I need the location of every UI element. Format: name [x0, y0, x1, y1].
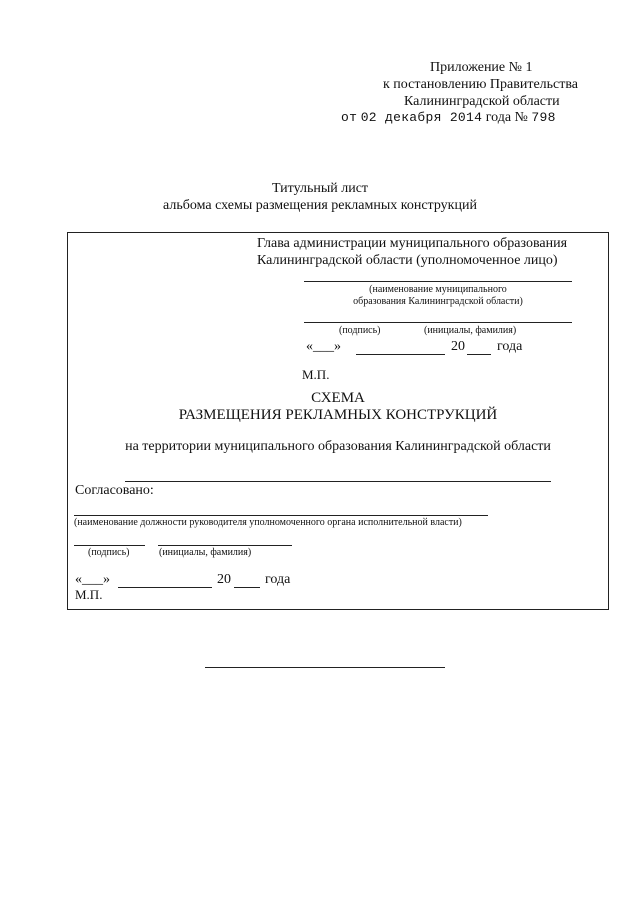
appendix-decree-ref: к постановлению Правительства [383, 77, 579, 92]
agreed-date-day: «___» [75, 572, 110, 587]
municipality-caption-1: (наименование муниципального [369, 284, 507, 295]
scheme-territory-line [125, 481, 551, 482]
agreed-label: Согласовано: [75, 483, 154, 498]
appendix-number: Приложение № 1 [430, 60, 533, 75]
agreed-date-year-prefix: 20 [217, 572, 231, 587]
approval-date-month-line [356, 354, 445, 355]
approval-date-year-suffix: года [497, 339, 523, 354]
approval-seal-label: М.П. [302, 367, 330, 382]
decree-number: 798 [531, 110, 556, 125]
closing-separator [205, 667, 445, 668]
decree-middle: года № [485, 110, 528, 125]
decree-prefix: от [341, 110, 358, 125]
approval-initials-caption: (инициалы, фамилия) [424, 325, 517, 336]
title-sheet: Титульный лист [271, 181, 369, 196]
title-album: альбома схемы размещения рекламных конструкций [163, 198, 477, 213]
decree-date: 02 декабря 2014 [360, 110, 483, 125]
scheme-subtitle: на территории муниципального образования Калининградской области [125, 439, 551, 454]
agreed-seal-label: М.П. [75, 587, 103, 602]
municipality-caption-2: образования Калининградской области) [353, 296, 523, 307]
municipality-name-line [304, 281, 572, 282]
approval-date-day: «___» [306, 339, 341, 354]
approval-signature-line [304, 322, 572, 323]
approval-date-year-line [467, 354, 491, 355]
agreed-date-year-line [234, 587, 260, 588]
agreed-initials-caption: (инициалы, фамилия) [159, 547, 252, 558]
approval-signature-caption: (подпись) [339, 325, 381, 336]
agreed-signature-caption: (подпись) [88, 547, 130, 558]
approval-date-year-prefix: 20 [451, 339, 465, 354]
title-page-frame [67, 232, 609, 610]
agreed-signature-line [74, 545, 145, 546]
scheme-title-2: РАЗМЕЩЕНИЯ РЕКЛАМНЫХ КОНСТРУКЦИЙ [178, 407, 498, 423]
agreed-date-month-line [118, 587, 212, 588]
agreed-initials-line [158, 545, 292, 546]
appendix-region: Калининградской области [404, 94, 560, 109]
scheme-title-1: СХЕМА [311, 390, 365, 406]
decree-line [341, 110, 556, 126]
agreed-date-year-suffix: года [265, 572, 291, 587]
approval-head-line2: Калининградской области (уполномоченное лицо) [257, 253, 558, 268]
approval-head-line1: Глава администрации муниципального образования [257, 236, 568, 251]
agreed-position-line [74, 515, 488, 516]
agreed-position-caption: (наименование должности руководителя уполномоченного органа исполнительной власти) [74, 517, 462, 528]
